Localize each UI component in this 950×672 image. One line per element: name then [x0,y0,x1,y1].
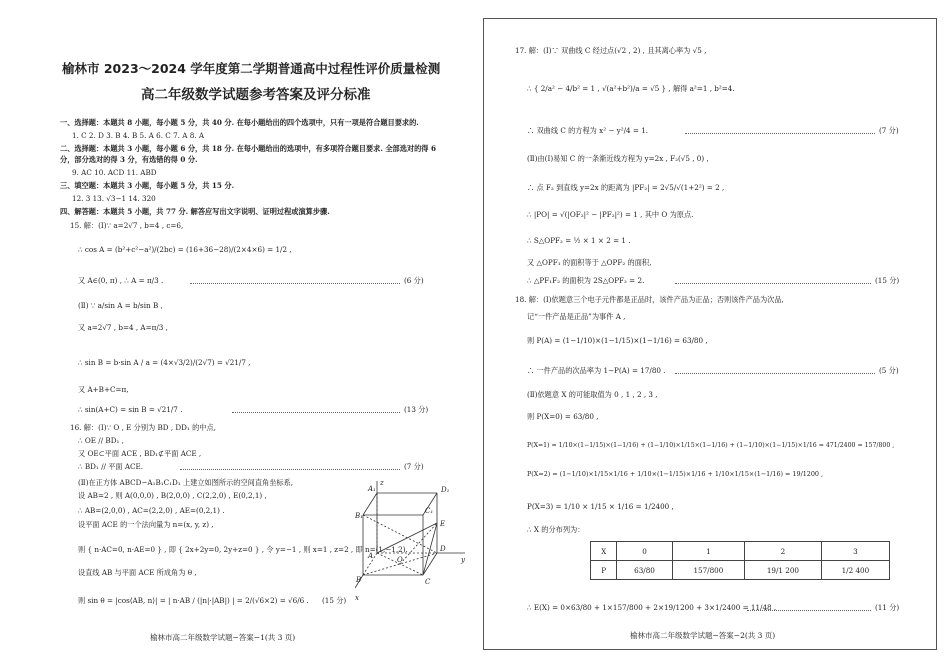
figure-label: O [397,556,403,564]
page-footer: 榆林市高二年级数学试题−答案−2(共 3 页) [630,631,776,640]
figure-label: A [368,552,374,560]
score: (15 分) [875,276,900,285]
cube-figure [355,478,470,608]
section-3-heading: 三、填空题：本题共 3 小题，每小题 5 分，共 15 分. [60,181,235,190]
score-leader [685,133,875,134]
answer-key-title: 高二年级数学试题参考答案及评分标准 [141,87,371,103]
q15-line: 又 a=2√7 , b=4 , A=π/3 , [78,323,168,332]
section-2-heading-cont: 分，部分选对的得 3 分，有选错的得 0 分. [60,155,198,164]
q18-line: 则 P(X=0) = 63/80 , [527,412,599,421]
q16-line: 16. 解：(Ⅰ)∵ O , E 分别为 BD , DD₁ 的中点, [70,423,216,432]
figure-label: y [461,556,465,564]
cube-edge [363,493,377,515]
section-2-answers: 9. AC 10. ACD 11. ABD [72,168,157,177]
figure-label: x [355,594,359,602]
table-cell: 1/2 400 [821,561,889,580]
q18-line: 18. 解：(Ⅰ)依题意三个电子元件都是正品时，该件产品为正品；否则该件产品为次品, [515,295,784,304]
score-leader [675,283,871,284]
q18-line: ∴ 一件产品的次品率为 1−P(A) = 17/80 . [527,366,666,375]
score: (7 分) [404,462,424,471]
q16-line: ∴ OE // BD₁ , [78,436,124,445]
q18-line: 记“一件产品是正品”为事件 A , [527,312,626,321]
score-leader [190,283,400,284]
table-cell: 0 [617,542,672,561]
score: (13 分) [404,405,429,414]
score: (15 分) [322,596,347,605]
table-cell: 19/1 200 [745,561,822,580]
figure-label: D₁ [441,486,450,494]
table-cell: 157/800 [672,561,744,580]
score: (11 分) [875,603,900,612]
q17-line: ∴ S△OPF₂ = ½ × 1 × 2 = 1 . [527,236,631,245]
q17-line: ∴ |PO| = √(|OF₂|² − |PF₂|²) = 1 , 其中 O 为原点. [527,210,694,219]
score-leader [232,412,400,413]
figure-label: A₁ [368,485,376,493]
figure-label: D [440,545,446,553]
figure-label: C [425,578,431,586]
q18-line: P(X=3) = 1/10 × 1/15 × 1/16 = 1/2400 , [527,502,674,511]
figure-label: C₁ [425,507,434,515]
q18-line: P(X=2) = (1−1/10)×1/15×1/16 + 1/10×(1−1/15)×1/16 + 1/10×1/15×(1−1/16) = 19/1200 , [527,470,824,478]
table-cell: P [591,561,617,580]
q18-line: ∴ X 的分布列为： [527,525,585,534]
q16-line: 设直线 AB 与平面 ACE 所成角为 θ , [78,568,197,577]
page-footer: 榆林市高二年级数学试题−答案−1(共 3 页) [150,633,296,642]
q16-line: 设平面 ACE 的一个法向量为 n=(x, y, z) , [78,520,214,529]
q16-line: 又 OE⊂平面 ACE , BD₁⊄平面 ACE , [78,449,202,458]
distribution-table [590,541,890,580]
score: (7 分) [879,126,899,135]
figure-label: z [380,479,384,487]
table-cell: 2 [745,542,822,561]
q16-line: ∴ AB=(2,0,0) , AC=(2,2,0) , AE=(0,2,1) . [78,506,225,515]
q17-line: 又 △OPF₁ 的面积等于 △OPF₂ 的面积, [527,258,652,267]
q15-line: 又 A∈(0, π) , ∴ A = π/3 . [78,276,164,285]
q17-line: 17. 解：(Ⅰ)∵ 双曲线 C 经过点(√2 , 2) , 且其离心率为 √5 , [515,46,707,55]
q15-line: 又 A+B+C=π, [78,385,129,394]
q16-line: 则 sin θ = |cos⟨AB, n⟩| = | n·AB / (|n|·|AB|) | = 2/(√6×2) = √6/6 . [78,596,309,605]
table-cell: 1 [672,542,744,561]
table-cell: X [591,542,617,561]
score-leader [747,610,871,611]
q16-line: 则 { n·AC=0, n·AE=0 } , 即 { 2x+2y=0, 2y+z=0 } , 令 y=−1 , 则 x=1 , z=2 , 即 n=(1,−1,2). [78,545,408,554]
q18-line: 则 P(A) = (1−1/10)×(1−1/15)×(1−1/16) = 63/80 , [527,336,708,345]
score: (6 分) [404,276,424,285]
q18-line: (Ⅱ)依题意 X 的可能取值为 0 , 1 , 2 , 3 , [527,390,658,399]
answer-page-2 [475,0,950,672]
score-leader [675,373,875,374]
q16-line: 设 AB=2 , 则 A(0,0,0) , B(2,0,0) , C(2,2,0) , E(0,2,1) , [78,491,267,500]
q17-line: ∴ △PF₁F₂ 的面积为 2S△OPF₂ = 2. [527,276,645,285]
table-cell: 3 [821,542,889,561]
q18-line: P(X=1) = 1/10×(1−1/15)×(1−1/16) + (1−1/10)×1/15×(1−1/16) + (1−1/10)×(1−1/15)×1/16 = 471/2400 = 157/800 , [527,442,895,449]
table-cell: 63/80 [617,561,672,580]
q15-line: 15. 解：(Ⅰ)∵ a=2√7 , b=4 , c=6, [70,221,184,230]
q17-line: ∴ 点 F₂ 到直线 y=2x 的距离为 |PF₂| = 2√5/√(1+2²) = 2 , [527,183,725,192]
q17-line: ∴ { 2/a² − 4/b² = 1 , √(a²+b²)/a = √5 } , 解得 a²=1 , b²=4. [527,84,735,93]
section-4-heading: 四、解答题：本题共 5 小题，共 77 分. 解答应写出文字说明、证明过程或演算步骤. [60,207,330,216]
figure-label: B [356,576,362,584]
table-row-x [591,542,890,561]
table-row-p [591,561,890,580]
q16-line: (Ⅱ)在正方体 ABCD−A₁B₁C₁D₁ 上建立如图所示的空间直角坐标系, [78,478,294,487]
figure-label: E [440,520,446,528]
q17-line: (Ⅱ)由(Ⅰ)易知 C 的一条渐近线方程为 y=2x , F₂(√5 , 0) , [527,154,709,163]
exam-title: 榆林市 2023～2024 学年度第二学期普通高中过程性评价质量检测 [62,61,441,76]
score-leader [180,469,400,470]
q15-line: ∴ sin(A+C) = sin B = √21/7 . [78,405,183,414]
score: (5 分) [879,366,899,375]
diagonal-b1d [363,515,437,553]
figure-label: B₁ [355,512,363,520]
section-1-answers: 1. C 2. D 3. B 4. B 5. A 6. C 7. A 8. A [72,131,205,140]
q15-line: (Ⅱ) ∵ a/sin A = b/sin B , [78,301,163,310]
q15-line: ∴ cos A = (b²+c²−a²)/(2bc) = (16+36−28)/(2×4×6) = 1/2 , [78,245,292,254]
section-1-heading: 一、选择题：本题共 8 小题，每小题 5 分，共 40 分. 在每小题给出的四个选项中，只有一项是符合题目要求的. [60,118,419,127]
q18-line: ∴ E(X) = 0×63/80 + 1×157/800 + 2×19/1200 + 3×1/2400 = 11/48 . [527,603,777,612]
q17-line: ∴ 双曲线 C 的方程为 x² − y²/4 = 1. [527,126,649,135]
section-2-heading: 二、选择题：本题共 3 小题，每小题 6 分，共 18 分. 在每小题给出的选项中，有多项符合题目要求. 全部选对的得 6 [60,144,436,153]
q16-line: ∴ BD₁ // 平面 ACE. [78,462,144,471]
q15-line: ∴ sin B = b·sin A / a = (4×√3/2)/(2√7) = √21/7 , [78,358,251,367]
section-3-answers: 12. 3 13. √3−1 14. 320 [72,194,156,203]
